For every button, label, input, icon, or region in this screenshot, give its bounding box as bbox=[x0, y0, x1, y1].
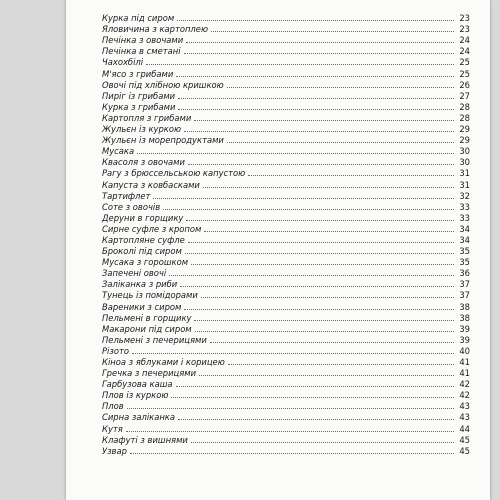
toc-entry bbox=[102, 256, 470, 267]
toc-entry-title: Чахохбілі bbox=[102, 57, 144, 68]
toc-entry-page-number: 39 bbox=[459, 323, 470, 334]
toc-entry-title: Курка з грибами bbox=[102, 101, 176, 112]
toc-entry-page-number: 30 bbox=[459, 146, 470, 157]
toc-entry bbox=[102, 334, 470, 345]
toc-entry-page-number: 31 bbox=[459, 179, 470, 190]
toc-entry-page-number: 29 bbox=[459, 124, 470, 135]
toc-entry bbox=[102, 23, 470, 34]
toc-entry bbox=[102, 79, 470, 90]
dot-leader bbox=[188, 242, 454, 243]
toc-entry-page-number: 38 bbox=[459, 301, 470, 312]
toc-entry-title: Гарбузова каша bbox=[102, 379, 173, 390]
toc-entry bbox=[102, 223, 470, 234]
toc-entry-page-number: 43 bbox=[459, 401, 470, 412]
toc-entry-title: Пельмені в горщику bbox=[102, 312, 192, 323]
toc-entry bbox=[102, 289, 470, 300]
toc-entry bbox=[102, 212, 470, 223]
toc-entry-page-number: 42 bbox=[459, 390, 470, 401]
toc-entry-page-number: 31 bbox=[459, 168, 470, 179]
toc-entry-page-number: 23 bbox=[459, 24, 470, 35]
dot-leader bbox=[185, 253, 454, 254]
toc-entry bbox=[102, 400, 470, 411]
dot-leader bbox=[201, 297, 454, 298]
toc-entry-title: Курка під сиром bbox=[102, 13, 175, 24]
dot-leader bbox=[178, 98, 454, 99]
dot-leader bbox=[191, 442, 454, 443]
toc-entry-page-number: 30 bbox=[459, 157, 470, 168]
toc-entry-page-number: 23 bbox=[459, 13, 470, 24]
toc-entry bbox=[102, 67, 470, 78]
toc-entry-page-number: 37 bbox=[459, 290, 470, 301]
dot-leader bbox=[176, 386, 454, 387]
dot-leader bbox=[184, 309, 454, 310]
toc-entry-page-number: 42 bbox=[459, 379, 470, 390]
dot-leader bbox=[184, 53, 454, 54]
toc-entry-title: Пельмені з печерицями bbox=[102, 334, 207, 345]
toc-entry bbox=[102, 123, 470, 134]
toc-entry-page-number: 26 bbox=[459, 79, 470, 90]
dot-leader bbox=[130, 453, 454, 454]
toc-entry-title: Квасоля з овочами bbox=[102, 157, 185, 168]
toc-entry-title: Плов bbox=[102, 401, 124, 412]
toc-entry bbox=[102, 445, 470, 456]
toc-entry bbox=[102, 101, 470, 112]
toc-entry bbox=[102, 422, 470, 433]
dot-leader bbox=[178, 419, 454, 420]
toc-entry-page-number: 35 bbox=[459, 257, 470, 268]
toc-entry-page-number: 37 bbox=[459, 279, 470, 290]
toc-entry-page-number: 28 bbox=[459, 112, 470, 123]
toc-entry-page-number: 28 bbox=[459, 101, 470, 112]
dot-leader bbox=[132, 353, 454, 354]
book-page bbox=[66, 0, 490, 500]
toc-entry bbox=[102, 167, 470, 178]
toc-entry bbox=[102, 411, 470, 422]
toc-entry-page-number: 34 bbox=[459, 223, 470, 234]
dot-leader bbox=[177, 20, 454, 21]
dot-leader bbox=[163, 209, 454, 210]
toc-entry-page-number: 36 bbox=[459, 268, 470, 279]
dot-leader bbox=[248, 175, 454, 176]
toc-entry-title: Вареники з сиром bbox=[102, 301, 182, 312]
toc-entry-page-number: 41 bbox=[459, 357, 470, 367]
dot-leader bbox=[171, 397, 454, 398]
toc-entry-title: Жульєн із куркою bbox=[102, 124, 182, 135]
toc-entry-page-number: 33 bbox=[459, 212, 470, 223]
toc-entry-page-number: 24 bbox=[459, 46, 470, 57]
toc-entry bbox=[102, 245, 470, 256]
dot-leader bbox=[126, 431, 454, 432]
toc-entry bbox=[102, 234, 470, 245]
toc-entry-title: Картопля з грибами bbox=[102, 112, 192, 123]
dot-leader bbox=[195, 331, 454, 332]
toc-entry-title: Мусака bbox=[102, 146, 135, 157]
toc-entry-page-number: 43 bbox=[459, 412, 470, 423]
toc-entry-title: Кутя bbox=[102, 423, 123, 434]
toc-entry-title: Мусака з горошком bbox=[102, 257, 189, 268]
dot-leader bbox=[203, 187, 454, 188]
toc-entry bbox=[102, 434, 470, 445]
toc-entry-page-number: 25 bbox=[459, 68, 470, 79]
dot-leader bbox=[211, 31, 454, 32]
dot-leader bbox=[191, 264, 454, 265]
dot-leader bbox=[194, 120, 454, 121]
toc-entry bbox=[102, 300, 470, 311]
toc-entry-title: Різото bbox=[102, 345, 129, 356]
toc-entry-title: Печінка з овочами bbox=[102, 35, 184, 46]
toc-entry bbox=[102, 56, 470, 67]
toc-entry-page-number: 38 bbox=[459, 312, 470, 323]
toc-entry-title: Сирна заліканка bbox=[102, 412, 175, 423]
toc-entry-page-number: 41 bbox=[459, 368, 470, 379]
toc-entry bbox=[102, 145, 470, 156]
toc-entry bbox=[102, 312, 470, 323]
toc-entry-title: Капуста з ковбасками bbox=[102, 179, 200, 190]
dot-leader bbox=[194, 320, 454, 321]
toc-entry-page-number: 32 bbox=[459, 190, 470, 201]
toc-entry-title: Клафуті з вишнями bbox=[102, 434, 188, 445]
toc-entry-page-number: 35 bbox=[459, 246, 470, 257]
toc-entry-title: Запечені овочі bbox=[102, 268, 167, 279]
toc-entry-title: Броколі під сиром bbox=[102, 246, 182, 257]
toc-entry-title: Кіноа з яблуками і корицею bbox=[102, 357, 225, 367]
toc-entry-title: Пиріг із грибами bbox=[102, 90, 176, 101]
toc-entry-page-number: 45 bbox=[459, 434, 470, 445]
toc-entry bbox=[102, 378, 470, 389]
toc-entry-title: Гречка з печерицями bbox=[102, 368, 197, 379]
toc-entry-page-number: 24 bbox=[459, 35, 470, 46]
toc-entry-title: Тунець із помідорами bbox=[102, 290, 198, 301]
toc-entry-title: Заліканка з риби bbox=[102, 279, 178, 290]
toc-entry-page-number: 33 bbox=[459, 201, 470, 212]
dot-leader bbox=[227, 87, 454, 88]
dot-leader bbox=[184, 131, 454, 132]
toc-entry-title: Овочі під хлібною кришкою bbox=[102, 79, 224, 90]
dot-leader bbox=[186, 42, 454, 43]
dot-leader bbox=[199, 375, 454, 376]
toc-entry-title: Жульєн із морепродуктами bbox=[102, 135, 224, 146]
toc-entry-page-number: 29 bbox=[459, 135, 470, 146]
toc-entry-title: Рагу з брюссельською капустою bbox=[102, 168, 246, 179]
toc-entry bbox=[102, 134, 470, 145]
toc-entry-title: Узвар bbox=[102, 445, 127, 456]
dot-leader bbox=[169, 275, 454, 276]
toc-entry bbox=[102, 389, 470, 400]
toc-entry-page-number: 44 bbox=[459, 423, 470, 434]
toc-entry bbox=[102, 34, 470, 45]
toc-entry bbox=[102, 12, 470, 23]
toc-entry-page-number: 25 bbox=[459, 57, 470, 68]
toc-entry-title: М'ясо з грибами bbox=[102, 68, 174, 79]
table-of-contents bbox=[102, 12, 470, 456]
dot-leader bbox=[178, 109, 454, 110]
toc-entry bbox=[102, 201, 470, 212]
dot-leader bbox=[186, 220, 454, 221]
toc-entry-title: Деруни в горщику bbox=[102, 212, 184, 223]
toc-entry bbox=[102, 156, 470, 167]
toc-entry bbox=[102, 356, 470, 367]
dot-leader bbox=[227, 142, 454, 143]
toc-entry-page-number: 39 bbox=[459, 334, 470, 345]
toc-entry bbox=[102, 45, 470, 56]
dot-leader bbox=[146, 64, 454, 65]
toc-entry bbox=[102, 178, 470, 189]
dot-leader bbox=[210, 342, 454, 343]
toc-entry-title: Печінка в сметані bbox=[102, 46, 181, 57]
toc-entry-title: Соте з овочів bbox=[102, 201, 161, 212]
dot-leader bbox=[127, 408, 454, 409]
dot-leader bbox=[176, 76, 454, 77]
toc-entry bbox=[102, 90, 470, 101]
toc-entry-title: Макарони під сиром bbox=[102, 323, 192, 334]
toc-entry-page-number: 27 bbox=[459, 90, 470, 101]
toc-entry bbox=[102, 267, 470, 278]
toc-entry-page-number: 40 bbox=[459, 345, 470, 356]
dot-leader bbox=[137, 153, 454, 154]
toc-entry bbox=[102, 323, 470, 334]
toc-entry-title: Картопляне суфле bbox=[102, 234, 185, 245]
toc-entry bbox=[102, 345, 470, 356]
toc-entry-page-number: 34 bbox=[459, 234, 470, 245]
toc-entry-title: Яловичина з картоплею bbox=[102, 24, 208, 35]
dot-leader bbox=[228, 364, 454, 365]
dot-leader bbox=[204, 231, 454, 232]
toc-entry-title: Плов із куркою bbox=[102, 390, 169, 401]
toc-entry-title: Сирне суфле з кропом bbox=[102, 223, 202, 234]
dot-leader bbox=[153, 198, 454, 199]
toc-entry-title: Тартифлет bbox=[102, 190, 151, 201]
toc-entry bbox=[102, 112, 470, 123]
toc-entry bbox=[102, 367, 470, 378]
toc-entry bbox=[102, 278, 470, 289]
dot-leader bbox=[180, 286, 454, 287]
toc-entry bbox=[102, 190, 470, 201]
toc-entry-page-number: 45 bbox=[459, 445, 470, 456]
dot-leader bbox=[188, 164, 454, 165]
